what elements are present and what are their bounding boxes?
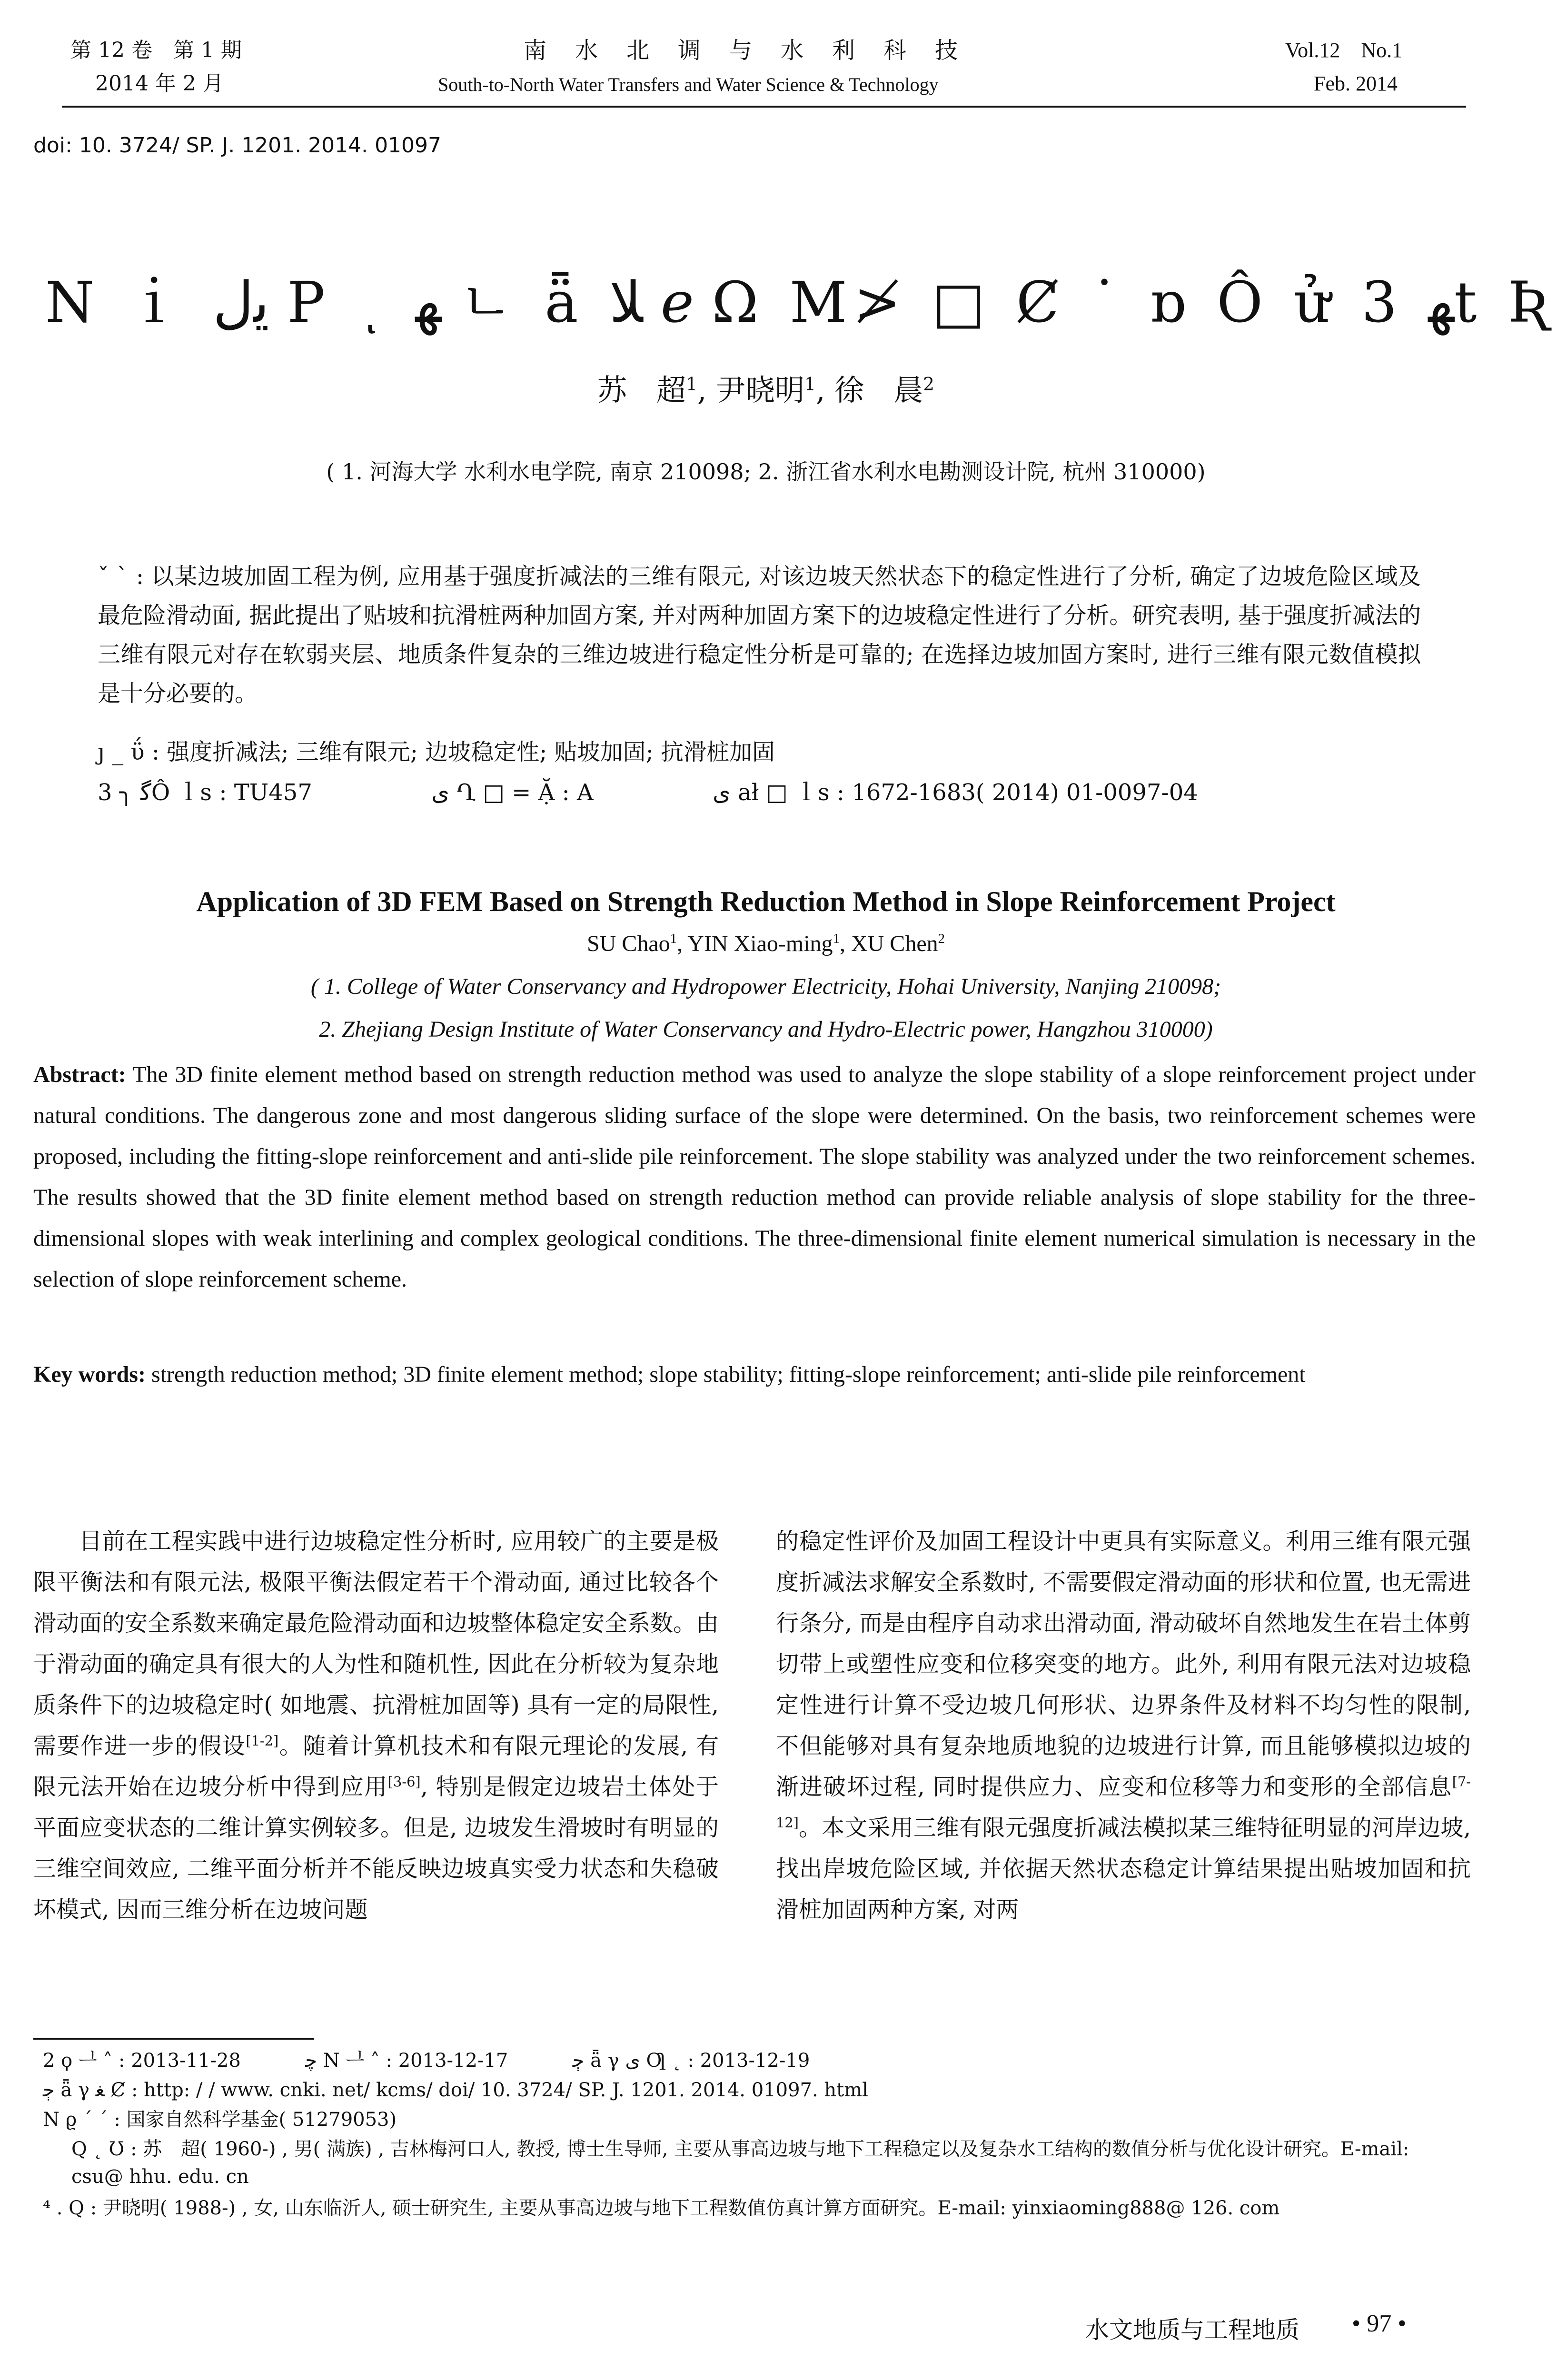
header-rule <box>62 106 1466 108</box>
author-bio-1: 苏 超( 1960-) , 男( 满族) , 吉林梅河口人, 教授, 博士生导师, 主要从事高边坡与地下工程稳定以及复杂水工结构的数值分析与优化设计研究。E-mail: csu@ hhu. edu. cn <box>71 2138 1409 2188</box>
affiliation-en-line1: ( 1. College of Water Conservancy and Hydropower Electricity, Hohai University, Nanjing 210098; <box>310 974 1221 999</box>
header-date-en: Feb. 2014 <box>1314 72 1398 95</box>
abstract-cn-text: 以某边坡加固工程为例, 应用基于强度折减法的三维有限元, 对该边坡天然状态下的稳定性进行了分析, 确定了边坡危险区域及最危险滑动面, 据此提出了贴坡和抗滑桩两种加固方案, 并对两种加固方案下的边坡稳定性进行了分析。研究表明, 基于强度折减法的三维有限元对存在软弱夹层、地质条件复杂的三维边坡进行稳定性分析是可靠的; 在选择边坡加固方案时, 进行三维有限元数值模拟是十分必要的。 <box>98 563 1421 707</box>
keywords-cn-label: ȷ _ ΰ : <box>98 739 160 765</box>
revised-label: ﭼ Ν ᆜ ˄ : <box>305 2050 393 2072</box>
received-label: 2 ϙ ᆜ ˄ : <box>43 2050 125 2072</box>
title-en: Application of 3D FEM Based on Strength Reduction Method in Slope Reinforcement Project <box>196 886 1336 917</box>
abstract-en-text: The 3D finite element method based on strength reduction method was used to analyze the slope stability of a slope reinforcement project under natural conditions. The dangerous zone and most dangerous sliding surface of the slope were determined. On the basis, two reinforcement schemes were proposed, including the fitting-slope reinforcement and anti-slide pile reinforcement. The slope stability was analyzed under the two reinforcement schemes. The results showed that the 3D finite element method based on strength reduction method can provide reliable analysis of slope stability for the three-dimensional slopes with weak interlining and complex geological conditions. The three-dimensional finite element numerical simulation is necessary in the selection of slope reinforcement scheme. <box>33 1062 1476 1292</box>
doc-label: ﯼ Ղ □ = Ặ : <box>431 779 570 806</box>
footnote-author1 <box>71 2135 1452 2191</box>
body-left-column <box>33 1521 719 1930</box>
doc-value: A <box>576 779 594 806</box>
footer-journal: 水文地质与工程地质 <box>1085 2316 1299 2344</box>
body-paragraph-left <box>33 1521 719 1930</box>
author-en-1-sup: 1 <box>670 931 677 946</box>
author-en-2-sup: 1 <box>833 931 840 946</box>
affiliation-cn: ( 1. 河海大学 水利水电学院, 南京 210098; 2. 浙江省水利水电勘测设计院, 杭州 310000) <box>326 459 1206 485</box>
citation-7-12: [7-12] <box>776 1774 1471 1831</box>
online-date: 2013-12-19 <box>700 2050 810 2072</box>
authors-en: SU Chao$^1$, YIN Xiao-ming$^1$, XU Chen$^2$ <box>586 931 945 956</box>
fund-text: 国家自然科学基金( 51279053) <box>126 2109 397 2131</box>
affiliation-en-line2: 2. Zhejiang Design Institute of Water Conservancy and Hydro-Electric power, Hangzhou 310000) <box>319 1017 1213 1042</box>
url-label: ﭴ ǟ γ ﻐ Ȼ : <box>43 2079 138 2101</box>
footnote-author2 <box>43 2194 1452 2222</box>
author-en-3: XU Chen <box>851 931 938 956</box>
footnote-url <box>43 2076 1471 2104</box>
abstract-en <box>33 1054 1476 1300</box>
clc-label: 3 ╮ ﮔÔ ｌs : <box>98 779 227 806</box>
clc-value: TU457 <box>234 779 312 806</box>
keywords-en-label: Key words: <box>33 1362 146 1387</box>
online-label: ﭴ ǟ γ ﯼ Ƣ ˛ : <box>572 2050 694 2072</box>
body-left-text-3: , 特别是假定边坡岩土体处于平面应变状态的二维计算实例较多。但是, 边坡发生滑坡时有明显的三维空间效应, 二维平面分析并不能反映边坡真实受力状态和失稳破坏模式, 因而三维分析在边坡问题 <box>33 1774 719 1923</box>
citation-1-2: [1-2] <box>246 1733 279 1749</box>
footnote-fund <box>43 2106 1471 2133</box>
body-left-text-1: 目前在工程实践中进行边坡稳定性分析时, 应用较广的主要是极限平衡法和有限元法, 极限平衡法假定若干个滑动面, 通过比较各个滑动面的安全系数来确定最危险滑动面和边坡整体稳定安全系数。由于滑动面的确定具有很大的人为性和随机性, 因此在分析较为复杂地质条件下的边坡稳定时( 如地震、抗滑桩加固等) 具有一定的局限性, 需要作进一步的假设 <box>33 1528 719 1759</box>
abstract-cn-label: ˇ ˋ : <box>98 563 144 590</box>
author-en-1: SU Chao <box>586 931 670 956</box>
title-cn: Ν ｉ ﻳﻝ Ρ ͺ ﻬ ㄴ ǟ ﻼ ℯ Ω Μ≯ □ Ȼ ˙ ɒ Ô ử 3 ﻬt Ʀ <box>45 269 1557 335</box>
author-cn-1: 苏 超 <box>597 373 686 407</box>
author-en-2: YIN Xiao-ming <box>687 931 833 956</box>
body-right-column <box>776 1521 1471 1930</box>
authors-cn: 苏 超$^1$, 尹晓明$^1$, 徐 晨$^2$ <box>597 373 934 407</box>
author-bio-2-label: ⁴ . Q : <box>43 2197 97 2219</box>
author-bio-2: 尹晓明( 1988-) , 女, 山东临沂人, 硕士研究生, 主要从事高边坡与地下工程数值仿真计算方面研究。E-mail: yinxiaoming888@ 126. com <box>102 2197 1280 2219</box>
author-cn-1-sup: 1 <box>686 373 697 395</box>
body-right-text-1: 的稳定性评价及加固工程设计中更具有实际意义。利用三维有限元强度折减法求解安全系数时, 不需要假定滑动面的形状和位置, 也无需进行条分, 而是由程序自动求出滑动面, 滑动破坏自然地发生在岩土体剪切带上或塑性应变和位移突变的地方。此外, 利用有限元法对边坡稳定性进行计算不受边坡几何形状、边界条件及材料不均匀性的限制, 不但能够对具有复杂地质地貌的边坡进行计算, 而且能够模拟边坡的渐进破坏过程, 同时提供应力、应变和位移等力和变形的全部信息 <box>776 1528 1471 1800</box>
body-left-text-2: 。随着计算机技术和有限元理论的发展, 有限元法开始在边坡分析中得到应用 <box>33 1733 719 1800</box>
doi: doi: 10. 3724/ SP. J. 1201. 2014. 01097 <box>33 133 442 158</box>
online-url[interactable]: http: / / www. cnki. net/ kcms/ doi/ 10. 3724/ SP. J. 1201. 2014. 01097. html <box>144 2079 868 2101</box>
author-cn-2-sup: 1 <box>804 373 816 395</box>
header-date-cn: 2014 年 2 月 <box>95 71 224 96</box>
art-label: ﯼ ał □ ｌs : <box>713 779 845 806</box>
art-value: 1672-1683( 2014) 01-0097-04 <box>852 779 1198 806</box>
received-date: 2013-11-28 <box>131 2050 241 2072</box>
footnote-dates <box>43 2047 1471 2074</box>
header-journal-en: South-to-North Water Transfers and Water Science & Technology <box>438 74 939 95</box>
page-number: • 97 • <box>1352 2310 1407 2337</box>
citation-3-6: [3-6] <box>387 1774 421 1790</box>
classification-line <box>98 776 1421 809</box>
author-cn-3-sup: 2 <box>923 373 934 395</box>
keywords-cn-text: 强度折减法; 三维有限元; 边坡稳定性; 贴坡加固; 抗滑桩加固 <box>167 739 775 765</box>
body-right-text-2: 。本文采用三维有限元强度折减法模拟某三维特征明显的河岸边坡, 找出岸坡危险区域, 并依据天然状态稳定计算结果提出贴坡加固和抗滑桩加固两种方案, 对两 <box>776 1815 1471 1923</box>
fund-label: Ν ϱ ˊ ˊ : <box>43 2109 120 2131</box>
abstract-cn <box>98 557 1421 713</box>
body-paragraph-right <box>776 1521 1471 1930</box>
keywords-en-text: strength reduction method; 3D finite element method; slope stability; fitting-slope reinforcement; anti-slide pile reinforcement <box>151 1362 1306 1387</box>
keywords-en <box>33 1354 1476 1395</box>
author-cn-2: 尹晓明 <box>716 373 805 407</box>
header-vol-en: Vol.12 No.1 <box>1285 39 1403 62</box>
header-journal-cn: 南 水 北 调 与 水 利 科 技 <box>524 37 961 64</box>
keywords-cn <box>98 735 1421 769</box>
author-en-3-sup: 2 <box>938 931 945 946</box>
abstract-en-label: Abstract: <box>33 1062 126 1087</box>
author-bio-label: Q ˛ Ʊ : <box>71 2138 137 2160</box>
author-cn-3: 徐 晨 <box>834 373 923 407</box>
footnote-rule <box>33 2038 314 2040</box>
revised-date: 2013-12-17 <box>398 2050 508 2072</box>
header-volume: 第 12 卷 第 1 期 <box>70 38 242 62</box>
